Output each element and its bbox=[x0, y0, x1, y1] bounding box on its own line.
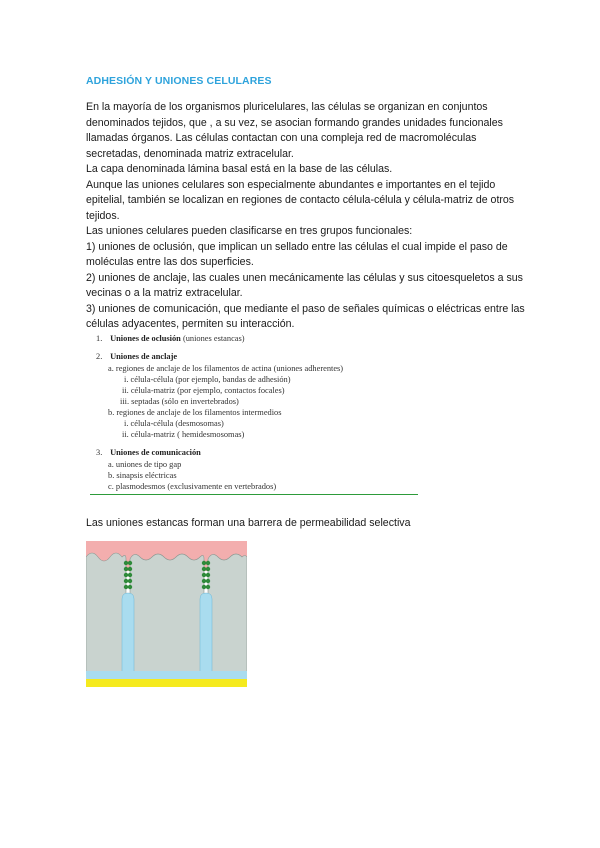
group-3 bbox=[96, 448, 201, 457]
basal-blue-band bbox=[86, 671, 247, 679]
figure-green-rule bbox=[90, 494, 418, 495]
paragraph-intro: En la mayoría de los organismos pluricelulares, las células se organizan en conjuntos denominados tejidos, que , a su vez, se asocian formando grandes unidades funcionales llamadas órganos. Las células contactan con una compleja red de macromoléculas secretadas, denominada matriz extracelular. bbox=[86, 101, 503, 160]
group-3-number: 3. bbox=[96, 448, 103, 457]
group-1-title: Uniones de oclusión bbox=[110, 334, 181, 343]
group-1-number: 1. bbox=[96, 334, 103, 343]
group-2 bbox=[96, 352, 177, 361]
classification-figure bbox=[86, 328, 418, 498]
group-2a-ii: ii. célula-matriz (por ejemplo, contactos focales) bbox=[122, 386, 285, 395]
cell-middle bbox=[130, 554, 204, 687]
group-1-note: (uniones estancas) bbox=[182, 334, 245, 343]
basal-lamina bbox=[86, 679, 247, 687]
group-3a: a. uniones de tipo gap bbox=[108, 460, 182, 469]
paragraph-occlusion: 1) uniones de oclusión, que implican un sellado entre las células el cual impide el paso de moléculas entre las dos superficies. bbox=[86, 240, 508, 268]
diagram-caption: Las uniones estancas forman una barrera de permeabilidad selectiva bbox=[86, 517, 411, 529]
group-2-title: Uniones de anclaje bbox=[110, 352, 178, 361]
paragraph-groups: Las uniones celulares pueden clasificarse en tres grupos funcionales: bbox=[86, 225, 413, 237]
group-2a-i: i. célula-célula (por ejemplo, bandas de adhesión) bbox=[124, 375, 291, 384]
group-2-number: 2. bbox=[96, 352, 103, 361]
group-2a-iii: iii. septadas (sólo en invertebrados) bbox=[120, 397, 239, 406]
group-1 bbox=[96, 334, 245, 343]
group-3-title: Uniones de comunicación bbox=[110, 448, 201, 457]
group-2b-ii: ii. célula-matriz ( hemidesmosomas) bbox=[122, 430, 245, 439]
paragraph-anchoring: 2) uniones de anclaje, las cuales unen mecánicamente las células y sus citoesqueletos a sus vecinas o a la matriz extracelular. bbox=[86, 271, 523, 299]
group-3b: b. sinapsis eléctricas bbox=[108, 471, 177, 480]
cell-right bbox=[208, 554, 247, 687]
tight-junction-diagram bbox=[86, 541, 247, 687]
group-3c: c. plasmodesmos (exclusivamente en vertebrados) bbox=[108, 482, 277, 491]
group-2b-i: i. célula-célula (desmosomas) bbox=[124, 419, 224, 428]
paragraph-epithelial: Aunque las uniones celulares son especialmente abundantes e importantes en el tejido epitelial, también se localizan en regiones de contacto célula-célula y célula-matriz de otros tejidos. bbox=[86, 178, 515, 222]
body-text bbox=[86, 100, 526, 333]
paragraph-basal-lamina: La capa denominada lámina basal está en la base de las células. bbox=[86, 163, 393, 175]
group-2a: a. regiones de anclaje de los filamentos de actina (uniones adherentes) bbox=[108, 364, 344, 373]
paragraph-communication: 3) uniones de comunicación, que mediante el paso de señales químicas o eléctricas entre las células adyacentes, permiten su interacción. bbox=[86, 302, 525, 330]
document-title: ADHESIÓN Y UNIONES CELULARES bbox=[86, 75, 272, 87]
group-2b: b. regiones de anclaje de los filamentos intermedios bbox=[108, 408, 282, 417]
cell-left bbox=[86, 553, 126, 687]
